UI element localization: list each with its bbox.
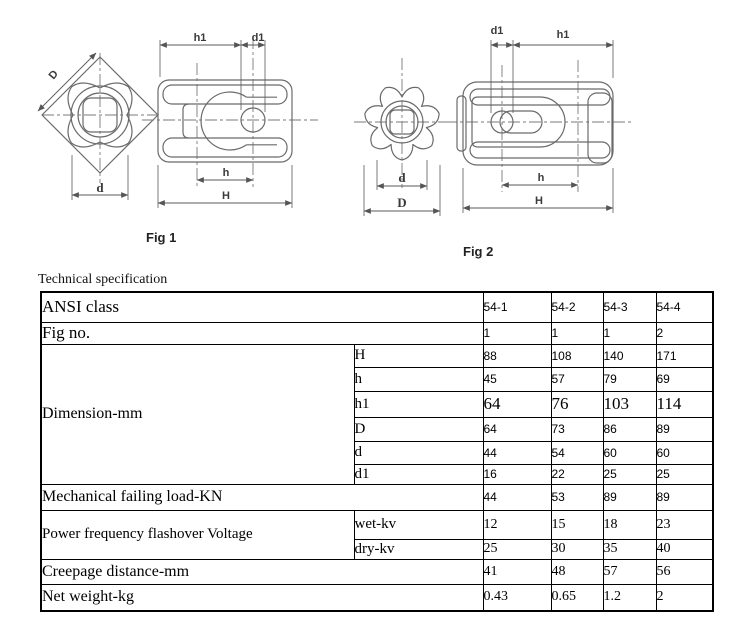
fig2-drawing xyxy=(350,20,640,242)
sublabel-h1: h1 xyxy=(354,391,483,417)
row-label-weight: Net weight-kg xyxy=(41,584,483,611)
row-label-ansi: ANSI class xyxy=(41,292,483,322)
fig2-dim-h: h xyxy=(537,172,545,184)
cell-mech-3: 89 xyxy=(603,484,656,510)
fig1-dim-H: H xyxy=(222,190,230,202)
cell-mech-2: 53 xyxy=(551,484,603,510)
fig2-side-view xyxy=(445,25,634,213)
table-row-creepage xyxy=(41,559,713,584)
sublabel-d1: d1 xyxy=(354,464,483,484)
cell-h-4: 69 xyxy=(656,367,713,391)
cell-wet-4: 23 xyxy=(656,510,713,539)
cell-d-1: 44 xyxy=(483,441,551,464)
cell-mech-1: 44 xyxy=(483,484,551,510)
cell-ansi-2: 54-2 xyxy=(551,292,603,322)
table-row-figno xyxy=(41,322,713,344)
fig2-dim-d: d xyxy=(398,170,406,185)
cell-wet-2: 15 xyxy=(551,510,603,539)
row-label-mechanical: Mechanical failing load-KN xyxy=(41,484,483,510)
cell-weight-3: 1.2 xyxy=(603,584,656,611)
cell-d1-1: 16 xyxy=(483,464,551,484)
fig1-drawing xyxy=(30,15,330,230)
cell-figno-2: 1 xyxy=(551,322,603,344)
cell-creep-1: 41 xyxy=(483,559,551,584)
cell-ansi-3: 54-3 xyxy=(603,292,656,322)
cell-creep-4: 56 xyxy=(656,559,713,584)
cell-ansi-4: 54-4 xyxy=(656,292,713,322)
cell-d-4: 60 xyxy=(656,441,713,464)
cell-H-3: 140 xyxy=(603,344,656,367)
fig1-caption: Fig 1 xyxy=(146,230,177,245)
cell-weight-1: 0.43 xyxy=(483,584,551,611)
cell-wet-3: 18 xyxy=(603,510,656,539)
fig2-dim-H: H xyxy=(535,195,543,207)
cell-d1-2: 22 xyxy=(551,464,603,484)
sublabel-d: d xyxy=(354,441,483,464)
cell-D-2: 73 xyxy=(551,417,603,441)
cell-D-4: 89 xyxy=(656,417,713,441)
cell-dry-3: 35 xyxy=(603,539,656,559)
cell-h-3: 79 xyxy=(603,367,656,391)
cell-creep-3: 57 xyxy=(603,559,656,584)
page-title: Technical specification xyxy=(38,272,168,287)
cell-dry-1: 25 xyxy=(483,539,551,559)
cell-d1-4: 25 xyxy=(656,464,713,484)
table-row-dim-H xyxy=(41,344,713,367)
table-row-ansi xyxy=(41,292,713,322)
fig1-dim-h1: h1 xyxy=(193,32,207,44)
cell-dry-2: 30 xyxy=(551,539,603,559)
cell-h1-2: 76 xyxy=(551,391,603,417)
sublabel-D: D xyxy=(354,417,483,441)
table-row-weight xyxy=(41,584,713,611)
fig2-end-view xyxy=(354,58,450,216)
fig1-side-view xyxy=(142,32,318,208)
table-row-mechanical xyxy=(41,484,713,510)
cell-h1-4: 114 xyxy=(656,391,713,417)
cell-h-1: 45 xyxy=(483,367,551,391)
fig1-dim-d: d xyxy=(96,180,104,195)
sublabel-dry: dry-kv xyxy=(354,539,483,559)
fig1-dim-d1: d1 xyxy=(251,32,265,44)
cell-H-1: 88 xyxy=(483,344,551,367)
cell-D-1: 64 xyxy=(483,417,551,441)
fig2-dim-d1: d1 xyxy=(490,25,504,37)
fig2-dim-D: D xyxy=(397,195,407,210)
row-label-creepage: Creepage distance-mm xyxy=(41,559,483,584)
cell-figno-1: 1 xyxy=(483,322,551,344)
cell-creep-2: 48 xyxy=(551,559,603,584)
table-row-wet xyxy=(41,510,713,539)
cell-H-2: 108 xyxy=(551,344,603,367)
cell-H-4: 171 xyxy=(656,344,713,367)
cell-h1-3: 103 xyxy=(603,391,656,417)
cell-figno-4: 2 xyxy=(656,322,713,344)
row-label-figno: Fig no. xyxy=(41,322,483,344)
sublabel-H: H xyxy=(354,344,483,367)
fig1-end-view xyxy=(38,53,158,200)
cell-d-3: 60 xyxy=(603,441,656,464)
fig2-caption: Fig 2 xyxy=(463,244,494,259)
cell-dry-4: 40 xyxy=(656,539,713,559)
fig2-dim-h1: h1 xyxy=(556,29,570,41)
cell-weight-2: 0.65 xyxy=(551,584,603,611)
spec-table xyxy=(40,291,714,612)
cell-h1-1: 64 xyxy=(483,391,551,417)
fig1-dim-h: h xyxy=(222,167,230,179)
cell-mech-4: 89 xyxy=(656,484,713,510)
sublabel-h: h xyxy=(354,367,483,391)
cell-d1-3: 25 xyxy=(603,464,656,484)
cell-d-2: 54 xyxy=(551,441,603,464)
cell-wet-1: 12 xyxy=(483,510,551,539)
sublabel-wet: wet-kv xyxy=(354,510,483,539)
cell-figno-3: 1 xyxy=(603,322,656,344)
cell-D-3: 86 xyxy=(603,417,656,441)
row-label-dimension: Dimension-mm xyxy=(41,344,354,484)
cell-weight-4: 2 xyxy=(656,584,713,611)
cell-ansi-1: 54-1 xyxy=(483,292,551,322)
fig1-dim-D: D xyxy=(46,68,61,82)
row-label-flashover: Power frequency flashover Voltage xyxy=(41,510,354,559)
cell-h-2: 57 xyxy=(551,367,603,391)
